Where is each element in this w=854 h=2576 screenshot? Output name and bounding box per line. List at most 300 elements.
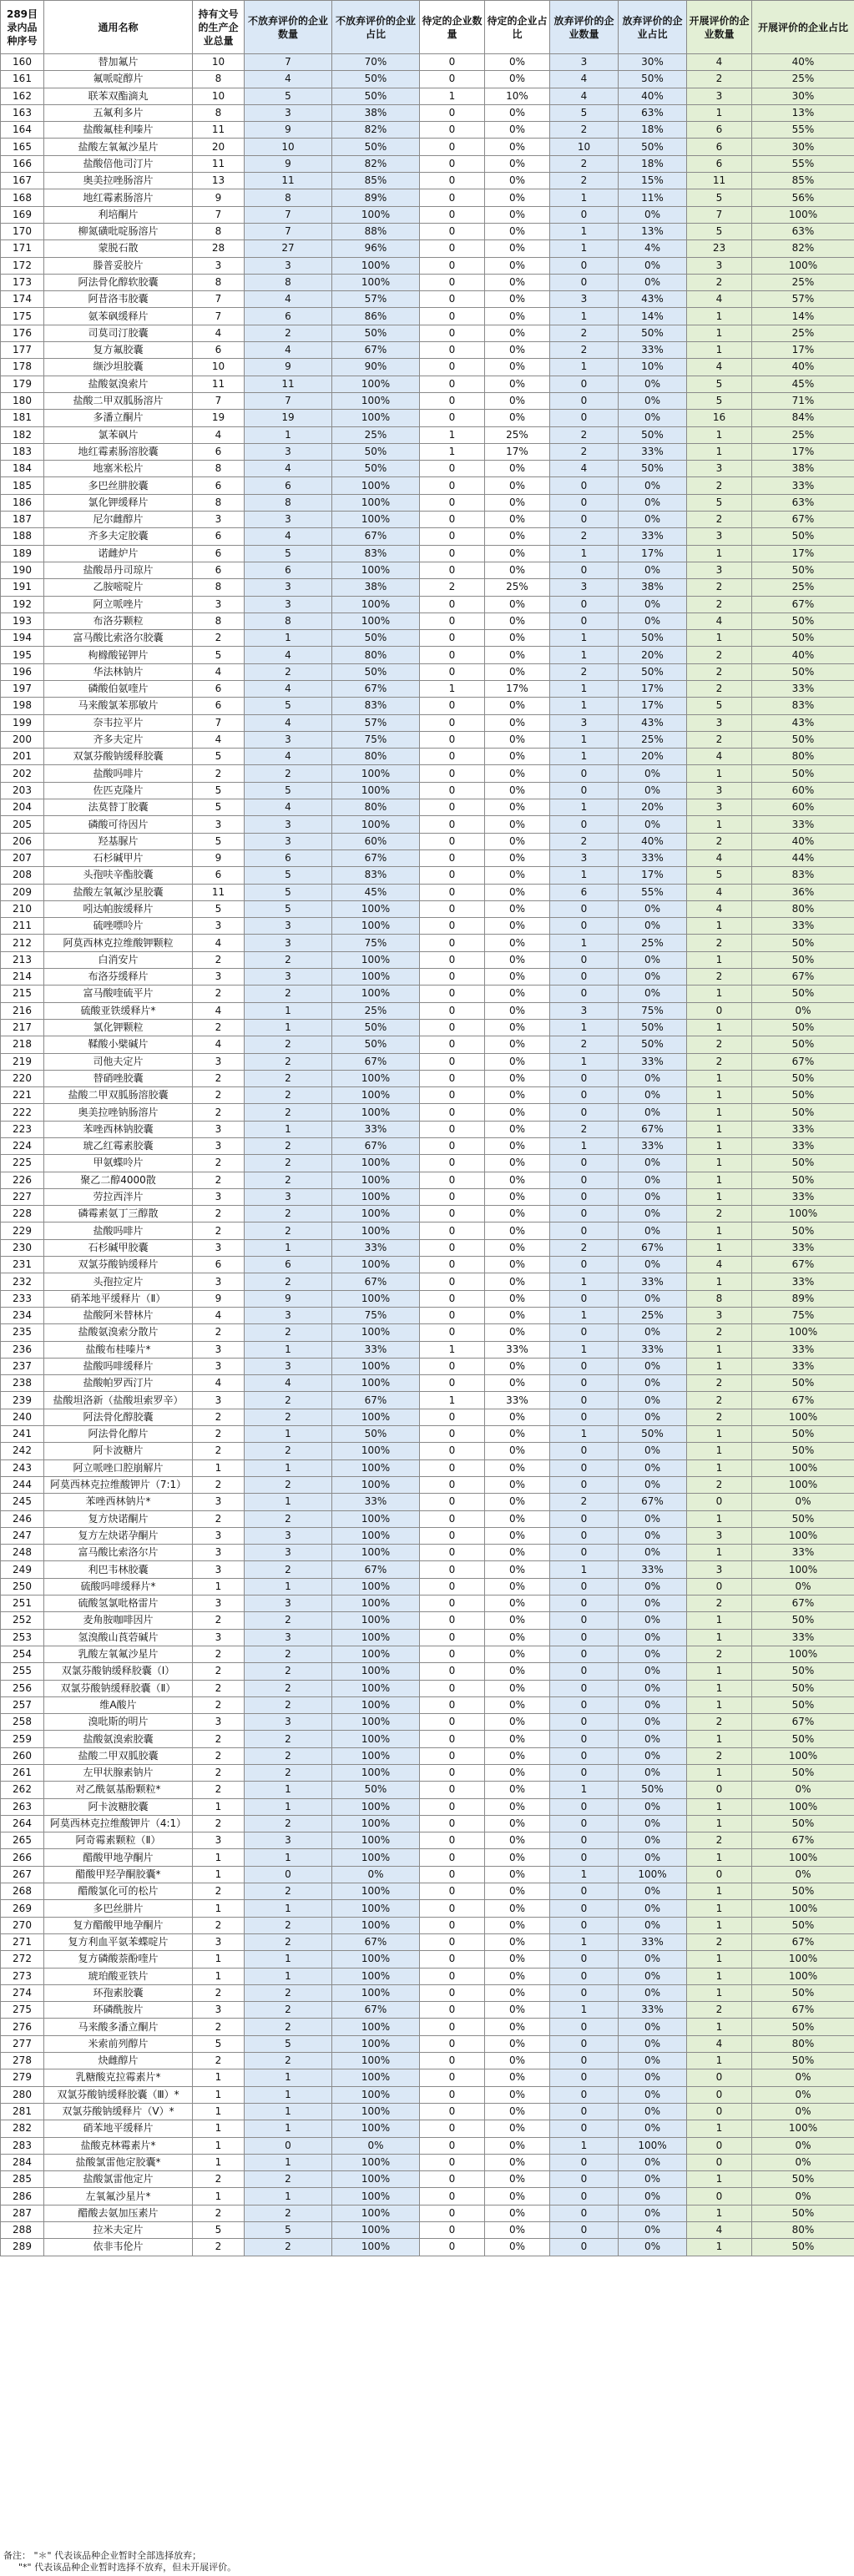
cell-row-index: 177 bbox=[1, 342, 44, 359]
cell-started-count: 1 bbox=[687, 1172, 752, 1188]
cell-pending-pct: 0% bbox=[485, 1307, 550, 1323]
cell-started-count: 1 bbox=[687, 986, 752, 1002]
cell-pending-pct: 0% bbox=[485, 2239, 550, 2256]
cell-total-count: 8 bbox=[193, 579, 245, 596]
cell-drug-name: 司他夫定片 bbox=[44, 1053, 193, 1070]
cell-abandon-count: 0 bbox=[550, 1764, 619, 1781]
cell-drug-name: 布洛芬颗粒 bbox=[44, 612, 193, 629]
cell-abandon-count: 0 bbox=[550, 1476, 619, 1493]
cell-not-abandon-pct: 0% bbox=[332, 1866, 420, 1883]
cell-drug-name: 聚乙二醇4000散 bbox=[44, 1172, 193, 1188]
cell-total-count: 6 bbox=[193, 342, 245, 359]
cell-abandon-pct: 0% bbox=[619, 1680, 687, 1696]
cell-not-abandon-count: 4 bbox=[245, 342, 332, 359]
cell-total-count: 1 bbox=[193, 2137, 245, 2154]
cell-total-count: 2 bbox=[193, 1612, 245, 1629]
cell-started-count: 1 bbox=[687, 1883, 752, 1900]
cell-not-abandon-count: 1 bbox=[245, 630, 332, 647]
table-row bbox=[1, 1984, 854, 2001]
cell-drug-name: 替加氟片 bbox=[44, 54, 193, 71]
cell-abandon-pct: 50% bbox=[619, 1782, 687, 1798]
cell-pending-pct: 0% bbox=[485, 1596, 550, 1612]
cell-started-count: 1 bbox=[687, 104, 752, 121]
table-row bbox=[1, 206, 854, 223]
cell-total-count: 2 bbox=[193, 1646, 245, 1662]
cell-pending-count: 0 bbox=[420, 647, 485, 663]
cell-not-abandon-pct: 100% bbox=[332, 2069, 420, 2086]
cell-not-abandon-pct: 100% bbox=[332, 2205, 420, 2221]
cell-row-index: 223 bbox=[1, 1121, 44, 1137]
cell-drug-name: 左甲状腺素钠片 bbox=[44, 1764, 193, 1781]
cell-abandon-pct: 0% bbox=[619, 206, 687, 223]
cell-row-index: 198 bbox=[1, 698, 44, 714]
cell-started-count: 2 bbox=[687, 579, 752, 596]
table-row bbox=[1, 1409, 854, 1425]
cell-started-pct: 33% bbox=[752, 1273, 854, 1290]
cell-pending-pct: 0% bbox=[485, 528, 550, 545]
cell-started-count: 1 bbox=[687, 1188, 752, 1205]
cell-pending-count: 0 bbox=[420, 1731, 485, 1747]
cell-pending-count: 0 bbox=[420, 1273, 485, 1290]
cell-started-pct: 50% bbox=[752, 1984, 854, 2001]
table-row bbox=[1, 1933, 854, 1950]
cell-pending-count: 0 bbox=[420, 1053, 485, 1070]
cell-row-index: 171 bbox=[1, 240, 44, 257]
cell-pending-count: 0 bbox=[420, 1917, 485, 1933]
cell-total-count: 3 bbox=[193, 1273, 245, 1290]
cell-abandon-count: 0 bbox=[550, 1984, 619, 2001]
cell-abandon-pct: 17% bbox=[619, 680, 687, 697]
cell-not-abandon-pct: 100% bbox=[332, 1206, 420, 1222]
cell-row-index: 287 bbox=[1, 2205, 44, 2221]
cell-abandon-count: 0 bbox=[550, 1951, 619, 1968]
cell-row-index: 169 bbox=[1, 206, 44, 223]
table-row bbox=[1, 1375, 854, 1392]
cell-abandon-count: 0 bbox=[550, 986, 619, 1002]
cell-total-count: 3 bbox=[193, 1629, 245, 1646]
cell-total-count: 8 bbox=[193, 461, 245, 477]
cell-not-abandon-count: 2 bbox=[245, 1984, 332, 2001]
cell-abandon-count: 4 bbox=[550, 461, 619, 477]
cell-not-abandon-count: 7 bbox=[245, 392, 332, 409]
cell-abandon-pct: 0% bbox=[619, 2019, 687, 2035]
cell-not-abandon-count: 6 bbox=[245, 477, 332, 494]
cell-abandon-pct: 0% bbox=[619, 1510, 687, 1527]
cell-drug-name: 硫酸吗啡缓释片* bbox=[44, 1578, 193, 1595]
cell-drug-name: 奥美拉唑肠溶片 bbox=[44, 173, 193, 189]
table-row bbox=[1, 1324, 854, 1341]
cell-pending-pct: 0% bbox=[485, 1494, 550, 1510]
cell-abandon-count: 0 bbox=[550, 2019, 619, 2035]
cell-drug-name: 硝苯地平缓释片 bbox=[44, 2120, 193, 2137]
cell-started-count: 1 bbox=[687, 1070, 752, 1086]
cell-abandon-count: 2 bbox=[550, 122, 619, 139]
cell-abandon-count: 1 bbox=[550, 2002, 619, 2019]
cell-row-index: 247 bbox=[1, 1527, 44, 1544]
cell-drug-name: 盐酸氨溴索分散片 bbox=[44, 1324, 193, 1341]
cell-not-abandon-pct: 100% bbox=[332, 1951, 420, 1968]
cell-abandon-pct: 0% bbox=[619, 2222, 687, 2239]
cell-abandon-count: 0 bbox=[550, 2205, 619, 2221]
cell-pending-pct: 0% bbox=[485, 1188, 550, 1205]
cell-total-count: 2 bbox=[193, 1747, 245, 1764]
cell-row-index: 281 bbox=[1, 2103, 44, 2120]
cell-abandon-pct: 11% bbox=[619, 189, 687, 206]
table-row bbox=[1, 1155, 854, 1172]
cell-not-abandon-count: 5 bbox=[245, 884, 332, 900]
cell-not-abandon-count: 3 bbox=[245, 1629, 332, 1646]
cell-drug-name: 司莫司汀胶囊 bbox=[44, 325, 193, 341]
cell-not-abandon-pct: 100% bbox=[332, 1070, 420, 1086]
cell-pending-count: 0 bbox=[420, 1188, 485, 1205]
cell-total-count: 2 bbox=[193, 2019, 245, 2035]
cell-not-abandon-count: 5 bbox=[245, 698, 332, 714]
cell-not-abandon-pct: 100% bbox=[332, 951, 420, 968]
cell-not-abandon-count: 1 bbox=[245, 2069, 332, 2086]
cell-pending-pct: 0% bbox=[485, 630, 550, 647]
cell-started-count: 1 bbox=[687, 1663, 752, 1680]
cell-started-pct: 100% bbox=[752, 1561, 854, 1578]
cell-pending-count: 0 bbox=[420, 477, 485, 494]
cell-abandon-count: 0 bbox=[550, 782, 619, 799]
cell-not-abandon-pct: 100% bbox=[332, 2053, 420, 2069]
cell-pending-count: 0 bbox=[420, 1561, 485, 1578]
cell-started-pct: 100% bbox=[752, 1646, 854, 1662]
cell-row-index: 265 bbox=[1, 1832, 44, 1849]
cell-pending-count: 0 bbox=[420, 223, 485, 239]
cell-drug-name: 硫酸亚铁缓释片* bbox=[44, 1002, 193, 1019]
cell-started-pct: 89% bbox=[752, 1290, 854, 1307]
cell-not-abandon-count: 2 bbox=[245, 765, 332, 782]
cell-not-abandon-pct: 80% bbox=[332, 799, 420, 816]
cell-abandon-pct: 0% bbox=[619, 1629, 687, 1646]
cell-total-count: 2 bbox=[193, 1155, 245, 1172]
cell-abandon-count: 0 bbox=[550, 1883, 619, 1900]
cell-abandon-count: 0 bbox=[550, 2086, 619, 2103]
cell-row-index: 230 bbox=[1, 1239, 44, 1256]
cell-drug-name: 多潘立酮片 bbox=[44, 410, 193, 426]
cell-total-count: 2 bbox=[193, 2205, 245, 2221]
cell-not-abandon-count: 2 bbox=[245, 1663, 332, 1680]
cell-not-abandon-pct: 100% bbox=[332, 1155, 420, 1172]
cell-total-count: 1 bbox=[193, 2188, 245, 2205]
cell-abandon-pct: 0% bbox=[619, 1832, 687, 1849]
cell-started-pct: 80% bbox=[752, 2222, 854, 2239]
cell-drug-name: 乳糖酸克拉霉素片* bbox=[44, 2069, 193, 2086]
table-row bbox=[1, 494, 854, 511]
cell-pending-pct: 0% bbox=[485, 104, 550, 121]
cell-not-abandon-count: 2 bbox=[245, 1172, 332, 1188]
cell-not-abandon-pct: 100% bbox=[332, 376, 420, 392]
cell-row-index: 193 bbox=[1, 612, 44, 629]
cell-pending-pct: 0% bbox=[485, 545, 550, 562]
cell-started-pct: 17% bbox=[752, 342, 854, 359]
cell-started-count: 1 bbox=[687, 1510, 752, 1527]
cell-drug-name: 盐酸克林霉素片* bbox=[44, 2137, 193, 2154]
cell-drug-name: 醋酸去氨加压素片 bbox=[44, 2205, 193, 2221]
cell-row-index: 252 bbox=[1, 1612, 44, 1629]
cell-row-index: 176 bbox=[1, 325, 44, 341]
cell-pending-count: 0 bbox=[420, 1257, 485, 1273]
cell-not-abandon-pct: 75% bbox=[332, 935, 420, 951]
cell-pending-pct: 0% bbox=[485, 1239, 550, 1256]
cell-started-count: 6 bbox=[687, 122, 752, 139]
cell-not-abandon-count: 0 bbox=[245, 2137, 332, 2154]
cell-drug-name: 炔雌醇片 bbox=[44, 2053, 193, 2069]
cell-abandon-count: 0 bbox=[550, 1222, 619, 1239]
table-row bbox=[1, 2035, 854, 2052]
cell-pending-pct: 0% bbox=[485, 1883, 550, 1900]
table-row bbox=[1, 2086, 854, 2103]
cell-started-pct: 50% bbox=[752, 1696, 854, 1713]
cell-not-abandon-count: 6 bbox=[245, 562, 332, 578]
cell-abandon-count: 1 bbox=[550, 1307, 619, 1323]
cell-pending-pct: 0% bbox=[485, 512, 550, 528]
cell-pending-pct: 0% bbox=[485, 2188, 550, 2205]
table-row bbox=[1, 1612, 854, 1629]
cell-started-pct: 33% bbox=[752, 1629, 854, 1646]
cell-drug-name: 阿立哌唑口腔崩解片 bbox=[44, 1459, 193, 1476]
cell-pending-pct: 17% bbox=[485, 680, 550, 697]
cell-row-index: 229 bbox=[1, 1222, 44, 1239]
cell-not-abandon-count: 2 bbox=[245, 1731, 332, 1747]
cell-started-pct: 33% bbox=[752, 1239, 854, 1256]
cell-total-count: 11 bbox=[193, 884, 245, 900]
cell-total-count: 4 bbox=[193, 731, 245, 748]
cell-started-pct: 50% bbox=[752, 765, 854, 782]
cell-row-index: 280 bbox=[1, 2086, 44, 2103]
cell-row-index: 233 bbox=[1, 1290, 44, 1307]
table-row bbox=[1, 545, 854, 562]
cell-not-abandon-pct: 100% bbox=[332, 1087, 420, 1104]
cell-pending-count: 0 bbox=[420, 731, 485, 748]
cell-drug-name: 醋酸氯化可的松片 bbox=[44, 1883, 193, 1900]
cell-abandon-pct: 0% bbox=[619, 1443, 687, 1459]
cell-abandon-pct: 33% bbox=[619, 1561, 687, 1578]
table-row bbox=[1, 1731, 854, 1747]
cell-pending-count: 0 bbox=[420, 833, 485, 849]
cell-abandon-count: 1 bbox=[550, 731, 619, 748]
cell-drug-name: 氢溴酸山莨菪碱片 bbox=[44, 1629, 193, 1646]
cell-pending-count: 0 bbox=[420, 1138, 485, 1155]
cell-row-index: 163 bbox=[1, 104, 44, 121]
cell-abandon-count: 2 bbox=[550, 528, 619, 545]
cell-not-abandon-count: 4 bbox=[245, 528, 332, 545]
cell-started-count: 3 bbox=[687, 528, 752, 545]
cell-pending-count: 0 bbox=[420, 951, 485, 968]
cell-total-count: 2 bbox=[193, 765, 245, 782]
cell-abandon-count: 6 bbox=[550, 884, 619, 900]
cell-not-abandon-pct: 57% bbox=[332, 714, 420, 731]
cell-total-count: 4 bbox=[193, 1036, 245, 1053]
cell-started-pct: 50% bbox=[752, 2239, 854, 2256]
table-row bbox=[1, 342, 854, 359]
cell-not-abandon-pct: 67% bbox=[332, 1561, 420, 1578]
cell-drug-name: 麦角胺咖啡因片 bbox=[44, 1612, 193, 1629]
cell-drug-name: 环孢素胶囊 bbox=[44, 1984, 193, 2001]
cell-row-index: 186 bbox=[1, 494, 44, 511]
cell-not-abandon-count: 3 bbox=[245, 1307, 332, 1323]
cell-pending-count: 0 bbox=[420, 612, 485, 629]
cell-started-count: 1 bbox=[687, 1358, 752, 1374]
cell-row-index: 272 bbox=[1, 1951, 44, 1968]
cell-abandon-count: 2 bbox=[550, 833, 619, 849]
cell-started-pct: 33% bbox=[752, 1341, 854, 1358]
cell-pending-pct: 10% bbox=[485, 88, 550, 104]
table-row bbox=[1, 1290, 854, 1307]
cell-total-count: 5 bbox=[193, 900, 245, 917]
cell-total-count: 7 bbox=[193, 206, 245, 223]
cell-started-count: 1 bbox=[687, 1731, 752, 1747]
cell-pending-pct: 0% bbox=[485, 1747, 550, 1764]
cell-total-count: 2 bbox=[193, 951, 245, 968]
cell-started-pct: 67% bbox=[752, 1714, 854, 1731]
cell-started-pct: 50% bbox=[752, 1815, 854, 1832]
cell-not-abandon-pct: 67% bbox=[332, 2002, 420, 2019]
cell-total-count: 7 bbox=[193, 714, 245, 731]
cell-pending-pct: 0% bbox=[485, 274, 550, 290]
cell-abandon-count: 0 bbox=[550, 1104, 619, 1121]
cell-not-abandon-pct: 100% bbox=[332, 1443, 420, 1459]
cell-total-count: 2 bbox=[193, 1663, 245, 1680]
cell-abandon-count: 1 bbox=[550, 1933, 619, 1950]
cell-abandon-count: 3 bbox=[550, 54, 619, 71]
cell-abandon-pct: 0% bbox=[619, 2188, 687, 2205]
cell-total-count: 2 bbox=[193, 1782, 245, 1798]
cell-abandon-pct: 50% bbox=[619, 426, 687, 443]
cell-not-abandon-pct: 50% bbox=[332, 630, 420, 647]
cell-started-count: 4 bbox=[687, 359, 752, 376]
cell-not-abandon-count: 8 bbox=[245, 612, 332, 629]
cell-started-count: 0 bbox=[687, 2137, 752, 2154]
cell-not-abandon-count: 2 bbox=[245, 1933, 332, 1950]
cell-row-index: 258 bbox=[1, 1714, 44, 1731]
table-row bbox=[1, 223, 854, 239]
cell-total-count: 2 bbox=[193, 1510, 245, 1527]
cell-total-count: 10 bbox=[193, 359, 245, 376]
cell-started-count: 5 bbox=[687, 392, 752, 409]
footnote-line-1: 备注： "＊" 代表该品种企业暂时全部选择放弃； bbox=[3, 2550, 202, 2561]
cell-pending-count: 0 bbox=[420, 1933, 485, 1950]
table-row bbox=[1, 969, 854, 986]
cell-total-count: 3 bbox=[193, 1358, 245, 1374]
cell-started-pct: 33% bbox=[752, 1188, 854, 1205]
cell-drug-name: 鞣酸小檗碱片 bbox=[44, 1036, 193, 1053]
cell-started-count: 1 bbox=[687, 1849, 752, 1866]
cell-row-index: 273 bbox=[1, 1968, 44, 1984]
cell-row-index: 224 bbox=[1, 1138, 44, 1155]
cell-row-index: 246 bbox=[1, 1510, 44, 1527]
cell-started-count: 1 bbox=[687, 545, 752, 562]
cell-started-pct: 50% bbox=[752, 1019, 854, 1036]
cell-pending-pct: 0% bbox=[485, 562, 550, 578]
table-row bbox=[1, 1545, 854, 1561]
cell-pending-count: 0 bbox=[420, 1545, 485, 1561]
table-row bbox=[1, 104, 854, 121]
cell-row-index: 208 bbox=[1, 867, 44, 884]
cell-drug-name: 阿莫西林克拉维酸钾片（7:1） bbox=[44, 1476, 193, 1493]
cell-started-count: 1 bbox=[687, 443, 752, 460]
cell-pending-pct: 0% bbox=[485, 1155, 550, 1172]
table-row bbox=[1, 1019, 854, 1036]
cell-row-index: 279 bbox=[1, 2069, 44, 2086]
cell-started-pct: 50% bbox=[752, 731, 854, 748]
cell-started-count: 1 bbox=[687, 2205, 752, 2221]
cell-abandon-count: 0 bbox=[550, 1714, 619, 1731]
cell-total-count: 3 bbox=[193, 596, 245, 612]
table-row bbox=[1, 1764, 854, 1781]
table-row bbox=[1, 884, 854, 900]
header-total: 持有文号的生产企业总量 bbox=[193, 1, 245, 54]
cell-not-abandon-count: 3 bbox=[245, 1358, 332, 1374]
cell-not-abandon-pct: 100% bbox=[332, 1731, 420, 1747]
cell-drug-name: 双氯芬酸钠缓释胶囊（Ⅱ） bbox=[44, 1680, 193, 1696]
cell-pending-pct: 0% bbox=[485, 1629, 550, 1646]
cell-abandon-pct: 0% bbox=[619, 257, 687, 274]
cell-abandon-pct: 25% bbox=[619, 1307, 687, 1323]
cell-started-count: 1 bbox=[687, 765, 752, 782]
cell-not-abandon-count: 1 bbox=[245, 426, 332, 443]
cell-pending-pct: 0% bbox=[485, 1849, 550, 1866]
cell-pending-pct: 0% bbox=[485, 867, 550, 884]
cell-abandon-pct: 0% bbox=[619, 2053, 687, 2069]
cell-row-index: 195 bbox=[1, 647, 44, 663]
cell-pending-pct: 0% bbox=[485, 1121, 550, 1137]
cell-abandon-pct: 17% bbox=[619, 698, 687, 714]
cell-pending-count: 0 bbox=[420, 1476, 485, 1493]
table-row bbox=[1, 579, 854, 596]
cell-pending-pct: 33% bbox=[485, 1392, 550, 1409]
cell-not-abandon-count: 1 bbox=[245, 2103, 332, 2120]
cell-abandon-pct: 0% bbox=[619, 1375, 687, 1392]
cell-pending-count: 0 bbox=[420, 1629, 485, 1646]
cell-drug-name: 利巴韦林胶囊 bbox=[44, 1561, 193, 1578]
cell-total-count: 6 bbox=[193, 1257, 245, 1273]
cell-total-count: 4 bbox=[193, 426, 245, 443]
cell-drug-name: 诺雌炉片 bbox=[44, 545, 193, 562]
cell-started-count: 1 bbox=[687, 2053, 752, 2069]
cell-row-index: 275 bbox=[1, 2002, 44, 2019]
cell-not-abandon-pct: 75% bbox=[332, 1307, 420, 1323]
cell-total-count: 2 bbox=[193, 1087, 245, 1104]
cell-abandon-pct: 25% bbox=[619, 935, 687, 951]
cell-drug-name: 氯化钾颗粒 bbox=[44, 1019, 193, 1036]
cell-abandon-count: 1 bbox=[550, 1019, 619, 1036]
cell-abandon-pct: 50% bbox=[619, 461, 687, 477]
cell-not-abandon-pct: 100% bbox=[332, 2222, 420, 2239]
cell-row-index: 234 bbox=[1, 1307, 44, 1323]
cell-pending-count: 0 bbox=[420, 545, 485, 562]
cell-abandon-count: 0 bbox=[550, 951, 619, 968]
cell-pending-pct: 0% bbox=[485, 1375, 550, 1392]
cell-drug-name: 苯唑西林钠胶囊 bbox=[44, 1121, 193, 1137]
cell-started-count: 2 bbox=[687, 1324, 752, 1341]
cell-started-count: 1 bbox=[687, 951, 752, 968]
cell-not-abandon-pct: 100% bbox=[332, 1104, 420, 1121]
cell-row-index: 232 bbox=[1, 1273, 44, 1290]
cell-not-abandon-count: 3 bbox=[245, 1545, 332, 1561]
cell-abandon-count: 0 bbox=[550, 1172, 619, 1188]
table-row bbox=[1, 1900, 854, 1917]
cell-pending-pct: 0% bbox=[485, 1324, 550, 1341]
table-row bbox=[1, 1087, 854, 1104]
cell-row-index: 260 bbox=[1, 1747, 44, 1764]
cell-drug-name: 复方醋酸甲地孕酮片 bbox=[44, 1917, 193, 1933]
cell-not-abandon-count: 4 bbox=[245, 799, 332, 816]
cell-row-index: 225 bbox=[1, 1155, 44, 1172]
cell-abandon-count: 0 bbox=[550, 2103, 619, 2120]
cell-started-pct: 0% bbox=[752, 1782, 854, 1798]
